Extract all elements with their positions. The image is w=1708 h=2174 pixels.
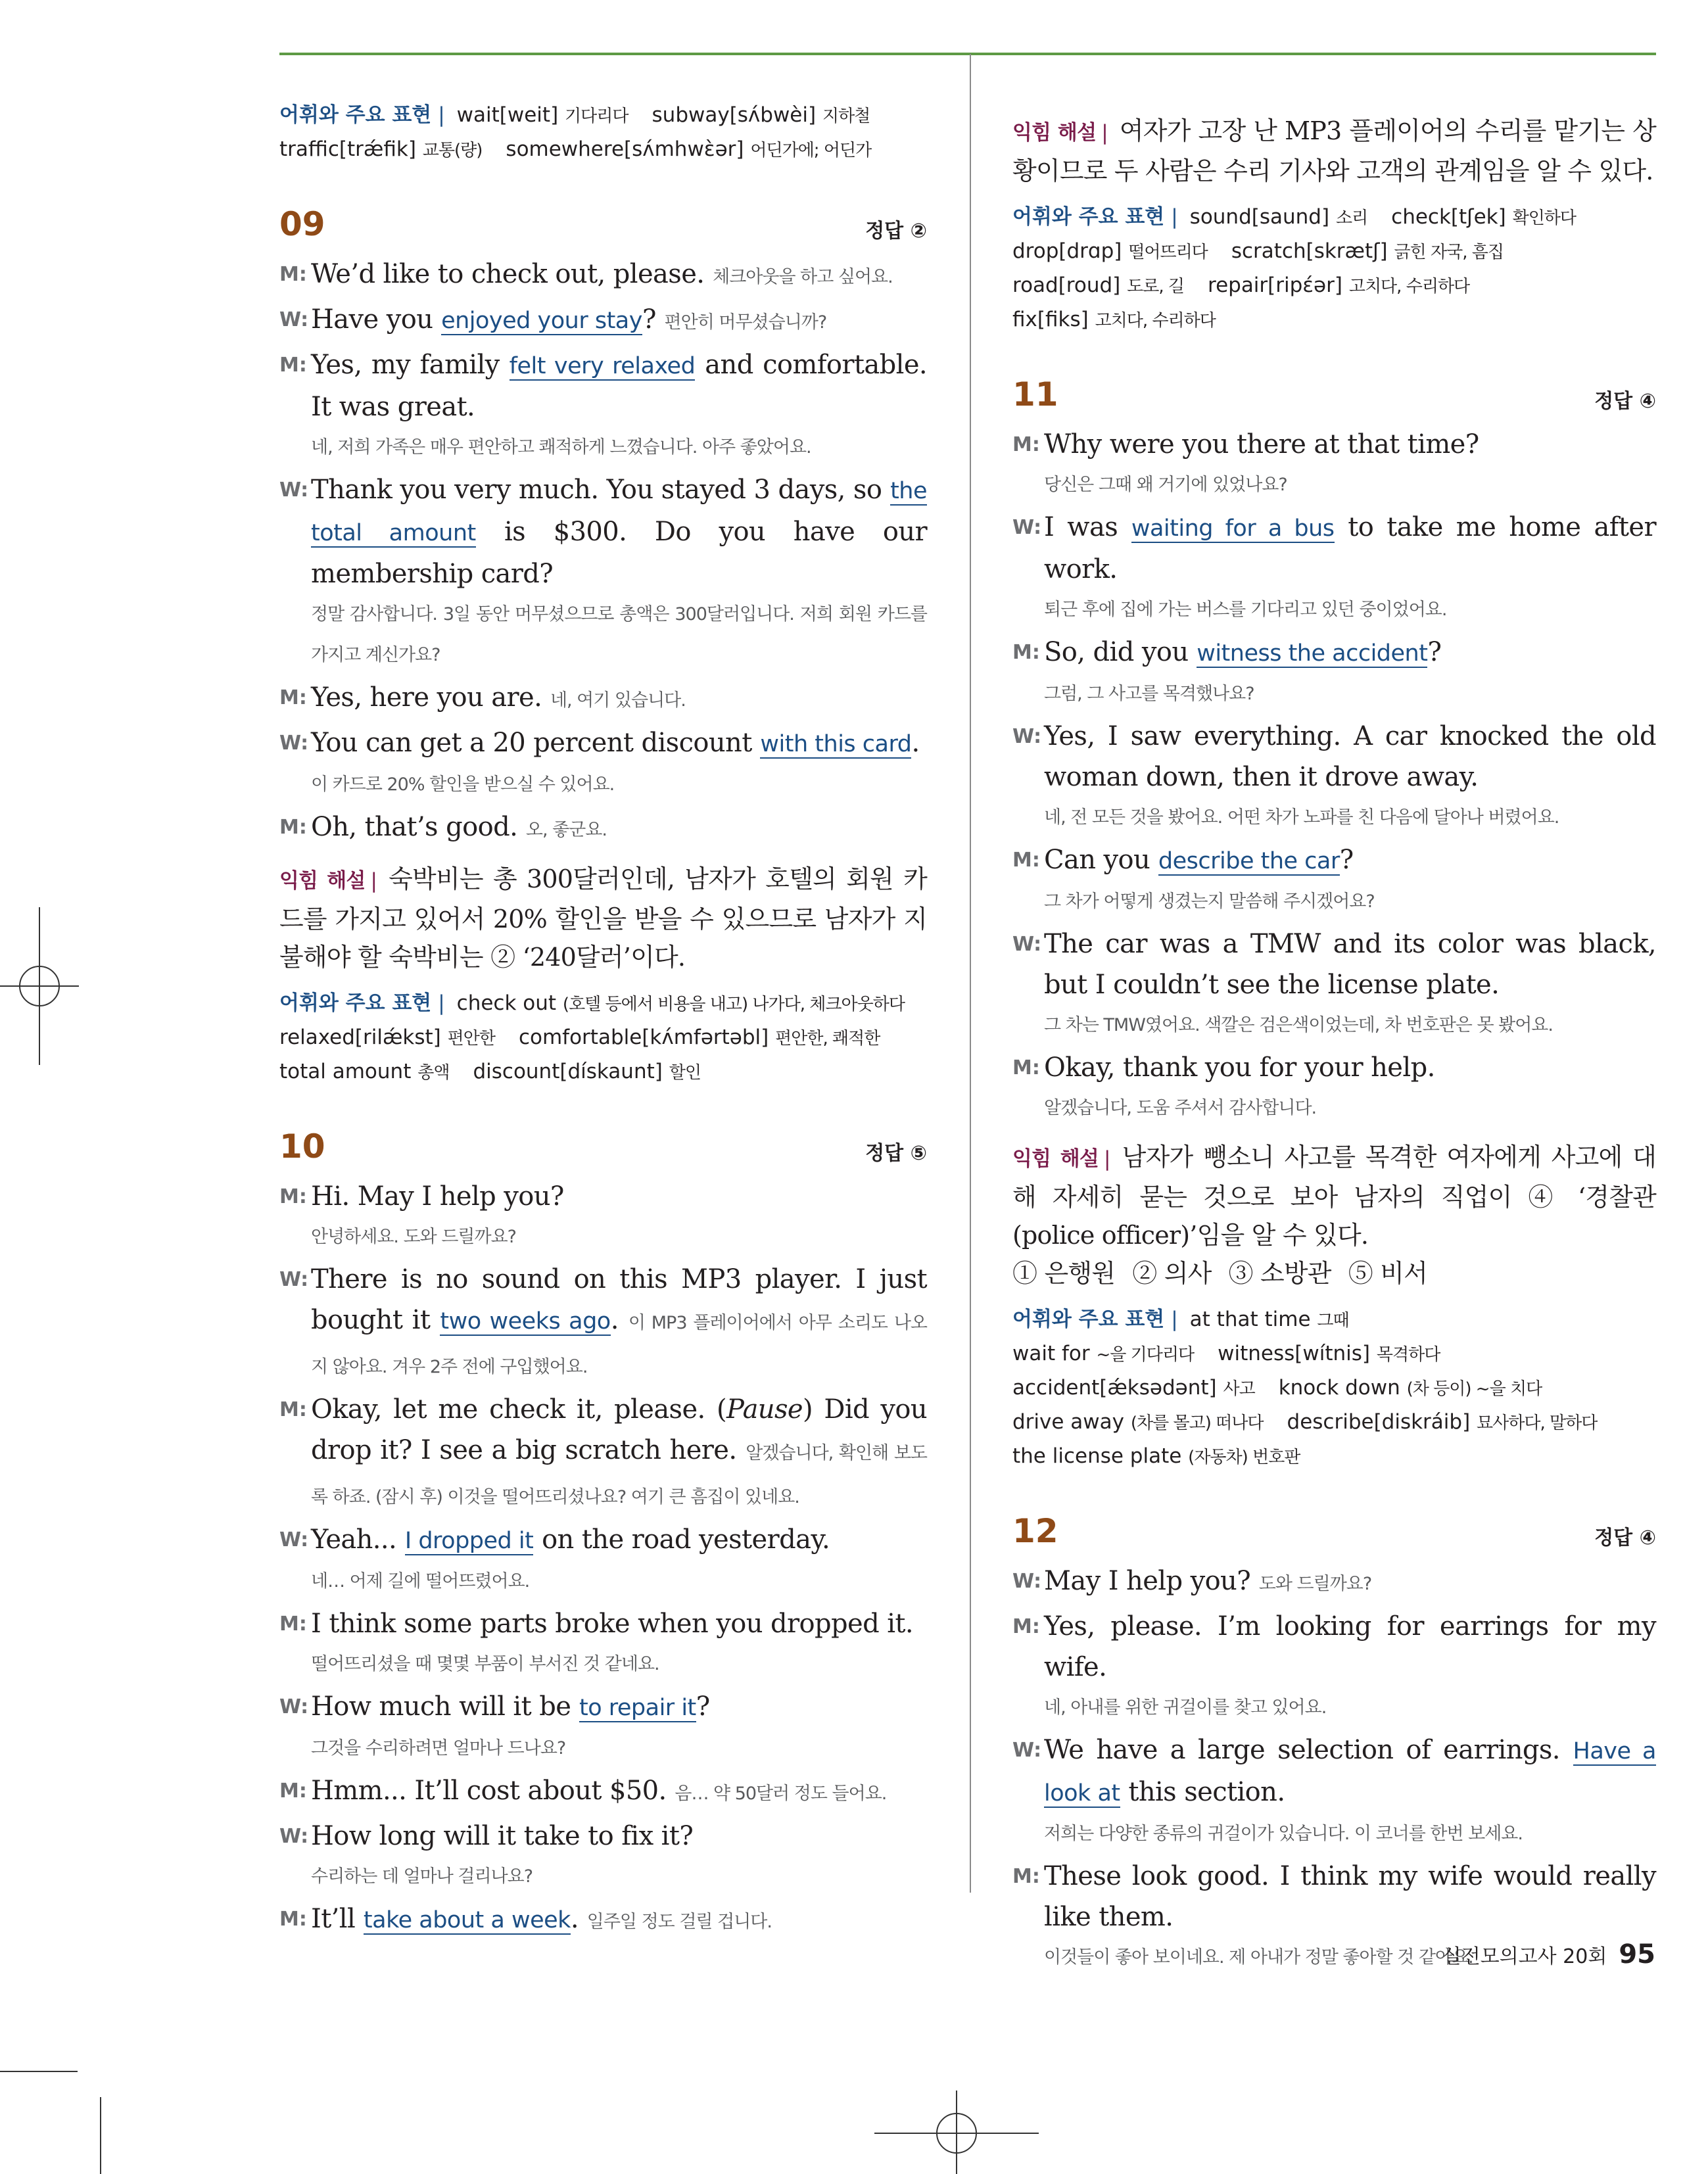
translation: 그 차가 어떻게 생겼는지 말씀해 주시겠어요? bbox=[1044, 891, 1375, 912]
vocab-word: at that time bbox=[1189, 1308, 1311, 1331]
dialogue-turn: W: I was waiting for a bus to take me home after work. 퇴근 후에 집에 가는 버스를 기다리고 있던 중이었어요. bbox=[1012, 507, 1656, 630]
highlighted-phrase: take about a week bbox=[363, 1907, 571, 1933]
speaker-label: M: bbox=[1012, 849, 1040, 872]
explanation-10: 익힘 해설 | 여자가 고장 난 MP3 플레이어의 수리를 맡기는 상황이므로 두 사람은 수리 기사와 고객의 관계임을 알 수 있다. bbox=[1012, 116, 1656, 185]
vocab-word: fix[fiks] bbox=[1012, 308, 1089, 331]
translation: 이 MP3 플레이어에서 아무 소리도 나오지 않아요. 겨우 2주 전에 구입했어요. bbox=[311, 1313, 928, 1377]
translation: 수리하는 데 얼마나 걸리나요? bbox=[311, 1866, 533, 1887]
vocab-top: 어휘와 주요 표현 | wait[weit] 기다리다 subway[sʌ́bwèi] 지하철 traffic[trǽfik] 교통(량) somewhere[sʌ́mhwὲər] 어딘가에; 어딘가 bbox=[279, 103, 872, 161]
vocab-meaning: (자동차) 번호판 bbox=[1188, 1448, 1300, 1467]
translation: 이것들이 좋아 보이네요. 제 아내가 정말 좋아할 것 같아요. bbox=[1044, 1947, 1473, 1968]
translation: 도와 드릴까요? bbox=[1258, 1574, 1372, 1594]
vocab-word: accident[ǽksədənt] bbox=[1012, 1376, 1217, 1400]
dialogue-turn: M: It’ll take about a week. 일주일 정도 걸릴 겁니다. bbox=[279, 1899, 927, 1943]
speaker-label: M: bbox=[279, 1780, 307, 1803]
top-rule bbox=[279, 53, 1656, 55]
registration-mark-bottom bbox=[874, 2091, 1039, 2174]
speaker-label: W: bbox=[279, 732, 309, 755]
speaker-label: W: bbox=[1012, 1739, 1042, 1762]
highlighted-phrase: I dropped it bbox=[404, 1528, 534, 1554]
speaker-label: W: bbox=[1012, 1570, 1042, 1593]
question-number: 10 bbox=[279, 1127, 325, 1166]
speaker-label: W: bbox=[1012, 516, 1042, 539]
vocab-word: describe[diskráib] bbox=[1287, 1410, 1471, 1434]
translation: 일주일 정도 걸릴 겁니다. bbox=[586, 1912, 772, 1932]
explanation-09: 익힘 해설 | 숙박비는 총 300달러인데, 남자가 호텔의 회원 카드를 가지고 있어서 20% 할인을 받을 수 있으므로 남자가 지불해야 할 숙박비는 ② ‘240달러’이다. bbox=[279, 864, 927, 972]
vocab-meaning: (차를 몰고) 떠나다 bbox=[1130, 1413, 1264, 1433]
speaker-label: M: bbox=[279, 816, 307, 839]
vocab-word: comfortable[kʌ́mfərtəbl] bbox=[518, 1026, 769, 1049]
vocab-meaning: (차 등이) ~을 치다 bbox=[1406, 1379, 1542, 1399]
question-10-header bbox=[279, 1122, 927, 1175]
question-number: 09 bbox=[279, 205, 325, 243]
column-divider bbox=[970, 54, 971, 1893]
vocab-word: traffic[trǽfik] bbox=[279, 137, 416, 161]
dialogue-turn: W: Yeah... I dropped it on the road yesterday. 네… 어제 길에 떨어뜨렸어요. bbox=[279, 1519, 927, 1602]
speaker-label: M: bbox=[279, 263, 307, 286]
translation: 네, 아내를 위한 귀걸이를 찾고 있어요. bbox=[1044, 1697, 1327, 1718]
highlighted-phrase: enjoyed your stay bbox=[441, 308, 642, 334]
speaker-label: W: bbox=[279, 308, 309, 331]
dialogue-turn: W: How long will it take to fix it? 수리하는 데 얼마나 걸리나요? bbox=[279, 1816, 927, 1897]
vocab-meaning: 고치다, 수리하다 bbox=[1348, 277, 1470, 296]
option: ① 은행원 bbox=[1012, 1259, 1116, 1288]
translation: 저희는 다양한 종류의 귀걸이가 있습니다. 이 코너를 한번 보세요. bbox=[1044, 1824, 1523, 1844]
translation: 알겠습니다, 확인해 보도록 하죠. (잠시 후) 이것을 떨어뜨리셨나요? 여기 큰 흠집이 있네요. bbox=[311, 1443, 927, 1507]
explanation-label: 익힘 해설 bbox=[1012, 121, 1097, 145]
speaker-label: W: bbox=[279, 1268, 309, 1291]
vocab-meaning: 고치다, 수리하다 bbox=[1095, 311, 1216, 331]
option: ⑤ 비서 bbox=[1348, 1259, 1428, 1288]
speaker-label: M: bbox=[279, 1613, 307, 1636]
vocab-word: drive away bbox=[1012, 1410, 1125, 1434]
vocab-word: check[tʃek] bbox=[1391, 205, 1506, 229]
answer-options bbox=[1012, 1254, 1656, 1292]
explanation-text: 여자가 고장 난 MP3 플레이어의 수리를 맡기는 상황이므로 두 사람은 수리 기사와 고객의 관계임을 알 수 있다. bbox=[1012, 116, 1656, 185]
vocab-word: relaxed[rilǽkst] bbox=[279, 1026, 441, 1049]
dialogue-turn: M: Hmm... It’ll cost about $50. 음… 약 50달러 정도 들어요. bbox=[279, 1770, 927, 1814]
speaker-label: M: bbox=[279, 686, 307, 709]
left-column bbox=[279, 99, 927, 1943]
dialogue-turn: W: There is no sound on this MP3 player. I just bought it two weeks ago. 이 MP3 플레이어에서 아무 소리도 나오지 않아요. 겨우 2주 전에 구입했어요. bbox=[279, 1259, 927, 1388]
speaker-label: W: bbox=[1012, 725, 1042, 748]
translation: 안녕하세요. 도와 드릴까요? bbox=[311, 1227, 516, 1247]
translation: 네… 어제 길에 떨어뜨렸어요. bbox=[311, 1571, 530, 1592]
vocab-word: scratch[skrætʃ] bbox=[1231, 239, 1388, 263]
highlighted-phrase: waiting for a bus bbox=[1131, 515, 1335, 542]
vocab-word: repair[ripέər] bbox=[1208, 273, 1342, 297]
speaker-label: M: bbox=[1012, 1865, 1040, 1888]
highlighted-phrase: Have a look at bbox=[1044, 1738, 1657, 1807]
vocab-word: total amount bbox=[279, 1060, 412, 1083]
vocab-meaning: 편안한, 쾌적한 bbox=[775, 1029, 880, 1049]
speaker-label: M: bbox=[279, 1398, 307, 1421]
answer-label: 정답 ④ bbox=[1594, 390, 1656, 413]
speaker-label: W: bbox=[279, 1825, 309, 1848]
vocab-11: 어휘와 주요 표현 | at that time 그때 wait for ~을 기다리다 witness[wítnis] 목격하다 accident[ǽksədənt] 사고 knock down (차 등이) ~을 치다 drive away (차를 몰고) 떠나다 describe[diskráib] 묘사하다, 말하다 the license plate (자동차) 번호판 bbox=[1012, 1308, 1598, 1468]
dialogue-turn: M: Yes, here you are. 네, 여기 있습니다. bbox=[279, 677, 927, 721]
translation: 그것을 수리하려면 얼마나 드나요? bbox=[311, 1738, 566, 1759]
vocab-word: discount[dískaunt] bbox=[473, 1060, 663, 1083]
dialogue-turn: W: The car was a TMW and its color was black, but I couldn’t see the license plate. 그 차는 TMW였어요. 색깔은 검은색이었는데, 차 번호판은 못 봤어요. bbox=[1012, 924, 1656, 1046]
dialogue-turn: W: We have a large selection of earrings. Have a look at this section. 저희는 다양한 종류의 귀걸이가 있습니다. 이 코너를 한번 보세요. bbox=[1012, 1730, 1656, 1855]
vocab-meaning: 떨어뜨리다 bbox=[1128, 243, 1208, 262]
vocab-meaning: 확인하다 bbox=[1512, 208, 1577, 228]
dialogue-turn: W: Have you enjoyed your stay? 편안히 머무셨습니까? bbox=[279, 299, 927, 343]
vocab-meaning: ~을 기다리다 bbox=[1096, 1345, 1195, 1365]
dialogue-turn: M: We’d like to check out, please. 체크아웃을 하고 싶어요. bbox=[279, 254, 927, 298]
translation: 정말 감사합니다. 3일 동안 머무셨으므로 총액은 300달러입니다. 저희 회원 카드를 가지고 계신가요? bbox=[311, 604, 927, 665]
vocab-label: 어휘와 주요 표현 bbox=[279, 103, 432, 127]
footer-title: 실전모의고사 20회 bbox=[1442, 1945, 1607, 1968]
translation: 퇴근 후에 집에 가는 버스를 기다리고 있던 중이었어요. bbox=[1044, 600, 1447, 620]
dialogue-turn: M: Why were you there at that time? 당신은 그때 왜 거기에 있었나요? bbox=[1012, 424, 1656, 506]
question-12-header bbox=[1012, 1507, 1656, 1559]
dialogue-turn: W: You can get a 20 percent discount with this card. 이 카드로 20% 할인을 받으실 수 있어요. bbox=[279, 722, 927, 805]
vocab-meaning: 목격하다 bbox=[1376, 1345, 1440, 1365]
vocab-meaning: 총액 bbox=[417, 1063, 450, 1083]
translation: 네, 여기 있습니다. bbox=[550, 690, 686, 711]
question-09-header bbox=[279, 200, 927, 252]
question-number: 11 bbox=[1012, 375, 1058, 414]
vocab-label: 어휘와 주요 표현 bbox=[1012, 205, 1165, 229]
speaker-label: M: bbox=[1012, 1056, 1040, 1079]
option: ③ 소방관 bbox=[1228, 1259, 1331, 1288]
dialogue-turn: W: Yes, I saw everything. A car knocked the old woman down, then it drove away. 네, 전 모든 것을 봤어요. 어떤 차가 노파를 친 다음에 달아나 버렸어요. bbox=[1012, 716, 1656, 838]
vocab-meaning: 교통(량) bbox=[422, 141, 483, 160]
vocab-10: 어휘와 주요 표현 | sound[saund] 소리 check[tʃek] 확인하다 drop[drɑp] 떨어뜨리다 scratch[skrætʃ] 긁힌 자국, 흠집 road[roud] 도로, 길 repair[ripέər] 고치다, 수리하다 fix[fiks] 고치다, 수리하다 bbox=[1012, 205, 1577, 331]
speaker-label: W: bbox=[279, 1695, 309, 1718]
vocab-meaning: (호텔 등에서 비용을 내고) 나가다, 체크아웃하다 bbox=[562, 995, 905, 1014]
speaker-label: M: bbox=[279, 1908, 307, 1931]
answer-label: 정답 ④ bbox=[1594, 1526, 1656, 1549]
question-11-header bbox=[1012, 370, 1656, 423]
speaker-label: M: bbox=[1012, 1615, 1040, 1638]
dialogue-turn: M: These look good. I think my wife would really like them. 이것들이 좋아 보이네요. 제 아내가 정말 좋아할 것 같아요. bbox=[1012, 1856, 1656, 1978]
highlighted-phrase: with this card bbox=[760, 731, 912, 757]
translation: 알겠습니다, 도움 주셔서 감사합니다. bbox=[1044, 1098, 1317, 1118]
translation: 이 카드로 20% 할인을 받으실 수 있어요. bbox=[311, 774, 615, 795]
speaker-label: W: bbox=[279, 479, 309, 502]
translation: 그럼, 그 사고를 목격했나요? bbox=[1044, 684, 1254, 704]
vocab-word: the license plate bbox=[1012, 1444, 1182, 1468]
vocab-label: 어휘와 주요 표현 bbox=[279, 991, 432, 1015]
page-number: 95 bbox=[1619, 1939, 1655, 1970]
explanation-11: 익힘 해설 | 남자가 뺑소니 사고를 목격한 여자에게 사고에 대해 자세히 묻는 것으로 보아 남자의 직업이 ④ ‘경찰관(police officer)’임을 알 수 있다. ① 은행원 ② 의사 ③ 소방관 ⑤ 비서 bbox=[1012, 1138, 1656, 1292]
highlighted-phrase: to repair it bbox=[579, 1695, 696, 1721]
vocab-word: knock down bbox=[1278, 1376, 1400, 1400]
dialogue-turn: M: Oh, that’s good. 오, 좋군요. bbox=[279, 807, 927, 851]
vocab-word: road[roud] bbox=[1012, 273, 1121, 297]
crop-mark-bottom-left bbox=[0, 2071, 105, 2174]
dialogue-turn: W: Thank you very much. You stayed 3 days, so the total amount is $300. Do you have our membership card? 정말 감사합니다. 3일 동안 머무셨으므로 총액은 300달러입니다. 저희 회원 카드를 가지고 계신가요? bbox=[279, 469, 927, 676]
translation: 음… 약 50달러 정도 들어요. bbox=[675, 1784, 887, 1804]
speaker-label: M: bbox=[1012, 641, 1040, 664]
right-column bbox=[1012, 99, 1656, 1978]
vocab-word: drop[drɑp] bbox=[1012, 239, 1122, 263]
dialogue-turn: W: May I help you? 도와 드릴까요? bbox=[1012, 1561, 1656, 1605]
answer-label: 정답 ⑤ bbox=[865, 1142, 927, 1165]
dialogue-turn: M: I think some parts broke when you dropped it. 떨어뜨리셨을 때 몇몇 부품이 부서진 것 같네요. bbox=[279, 1603, 927, 1685]
dialogue-turn: M: Hi. May I help you? 안녕하세요. 도와 드릴까요? bbox=[279, 1176, 927, 1258]
explanation-label: 익힘 해설 bbox=[279, 869, 366, 893]
translation: 네, 전 모든 것을 봤어요. 어떤 차가 노파를 친 다음에 달아나 버렸어요. bbox=[1044, 807, 1559, 828]
speaker-label: W: bbox=[1012, 933, 1042, 956]
vocab-meaning: 어딘가에; 어딘가 bbox=[750, 141, 872, 160]
question-number: 12 bbox=[1012, 1512, 1058, 1550]
highlighted-phrase: the total amount bbox=[311, 478, 928, 546]
highlighted-phrase: describe the car bbox=[1158, 848, 1340, 874]
dialogue-turn: M: Yes, please. I’m looking for earrings for my wife. 네, 아내를 위한 귀걸이를 찾고 있어요. bbox=[1012, 1606, 1656, 1728]
vocab-meaning: 도로, 길 bbox=[1127, 277, 1184, 296]
dialogue-turn: M: Okay, let me check it, please. (Pause) Did you drop it? I see a big scratch here. 알겠습니다, 확인해 보도록 하죠. (잠시 후) 이것을 떨어뜨리셨나요? 여기 큰 흠집이 있네요. bbox=[279, 1389, 927, 1518]
translation: 체크아웃을 하고 싶어요. bbox=[713, 267, 893, 287]
speaker-label: M: bbox=[279, 1185, 307, 1208]
vocab-meaning: 편안한 bbox=[447, 1029, 495, 1049]
highlighted-phrase: witness the accident bbox=[1197, 640, 1428, 667]
dialogue-turn: M: Okay, thank you for your help. 알겠습니다, 도움 주셔서 감사합니다. bbox=[1012, 1047, 1656, 1129]
registration-mark-left bbox=[0, 907, 79, 1065]
translation: 당신은 그때 왜 거기에 있었나요? bbox=[1044, 475, 1287, 495]
answer-label: 정답 ② bbox=[865, 220, 927, 243]
explanation-text: 숙박비는 총 300달러인데, 남자가 호텔의 회원 카드를 가지고 있어서 20% 할인을 받을 수 있으므로 남자가 지불해야 할 숙박비는 ② ‘240달러’이다. bbox=[279, 864, 927, 972]
explanation-text: 남자가 뺑소니 사고를 목격한 여자에게 사고에 대해 자세히 묻는 것으로 보아 남자의 직업이 ④ ‘경찰관(police officer)’임을 알 수 있다. bbox=[1012, 1143, 1656, 1250]
dialogue-turn: M: Can you describe the car? 그 차가 어떻게 생겼는지 말씀해 주시겠어요? bbox=[1012, 839, 1656, 922]
vocab-meaning: 그때 bbox=[1317, 1311, 1349, 1331]
translation: 떨어뜨리셨을 때 몇몇 부품이 부서진 것 같네요. bbox=[311, 1654, 659, 1674]
vocab-meaning: 소리 bbox=[1335, 208, 1368, 228]
vocab-meaning: 할인 bbox=[669, 1063, 701, 1083]
vocab-meaning: 지하철 bbox=[822, 106, 870, 126]
dialogue-turn: M: Yes, my family felt very relaxed and comfortable. It was great. 네, 저희 가족은 매우 편안하고 쾌적하게 느꼈습니다. 아주 좋았어요. bbox=[279, 344, 927, 468]
vocab-meaning: 기다리다 bbox=[565, 106, 629, 126]
translation: 그 차는 TMW였어요. 색깔은 검은색이었는데, 차 번호판은 못 봤어요. bbox=[1044, 1015, 1553, 1035]
speaker-label: M: bbox=[1012, 433, 1040, 456]
dialogue-turn: W: How much will it be to repair it? 그것을 수리하려면 얼마나 드나요? bbox=[279, 1686, 927, 1769]
option: ② 의사 bbox=[1132, 1259, 1212, 1288]
vocab-word: subway[sʌ́bwèi] bbox=[652, 103, 817, 127]
vocab-word: wait[weit] bbox=[456, 103, 559, 127]
explanation-label: 익힘 해설 bbox=[1012, 1147, 1099, 1171]
translation: 네, 저희 가족은 매우 편안하고 쾌적하게 느꼈습니다. 아주 좋았어요. bbox=[311, 437, 811, 458]
vocab-meaning: 묘사하다, 말하다 bbox=[1477, 1413, 1598, 1433]
speaker-label: M: bbox=[279, 354, 307, 377]
vocab-09: 어휘와 주요 표현 | check out (호텔 등에서 비용을 내고) 나가다, 체크아웃하다 relaxed[rilǽkst] 편안한 comfortable[kʌ́mfərtəbl] 편안한, 쾌적한 total amount 총액 discount[dískaunt] 할인 bbox=[279, 991, 905, 1083]
speaker-label: W: bbox=[279, 1528, 309, 1551]
vocab-word: sound[saund] bbox=[1189, 205, 1330, 229]
vocab-word: wait for bbox=[1012, 1342, 1090, 1365]
translation: 오, 좋군요. bbox=[525, 820, 607, 840]
vocab-meaning: 긁힌 자국, 흠집 bbox=[1394, 243, 1504, 262]
highlighted-phrase: two weeks ago bbox=[440, 1308, 611, 1335]
highlighted-phrase: felt very relaxed bbox=[509, 353, 696, 379]
vocab-word: check out bbox=[456, 991, 557, 1015]
dialogue-turn: M: So, did you witness the accident? 그럼, 그 사고를 목격했나요? bbox=[1012, 632, 1656, 715]
translation: 편안히 머무셨습니까? bbox=[664, 312, 827, 333]
page-footer bbox=[1442, 1939, 1655, 1970]
vocab-label: 어휘와 주요 표현 bbox=[1012, 1308, 1165, 1331]
vocab-word: somewhere[sʌ́mhwὲər] bbox=[506, 137, 744, 161]
vocab-word: witness[wítnis] bbox=[1218, 1342, 1370, 1365]
vocab-meaning: 사고 bbox=[1223, 1379, 1255, 1399]
